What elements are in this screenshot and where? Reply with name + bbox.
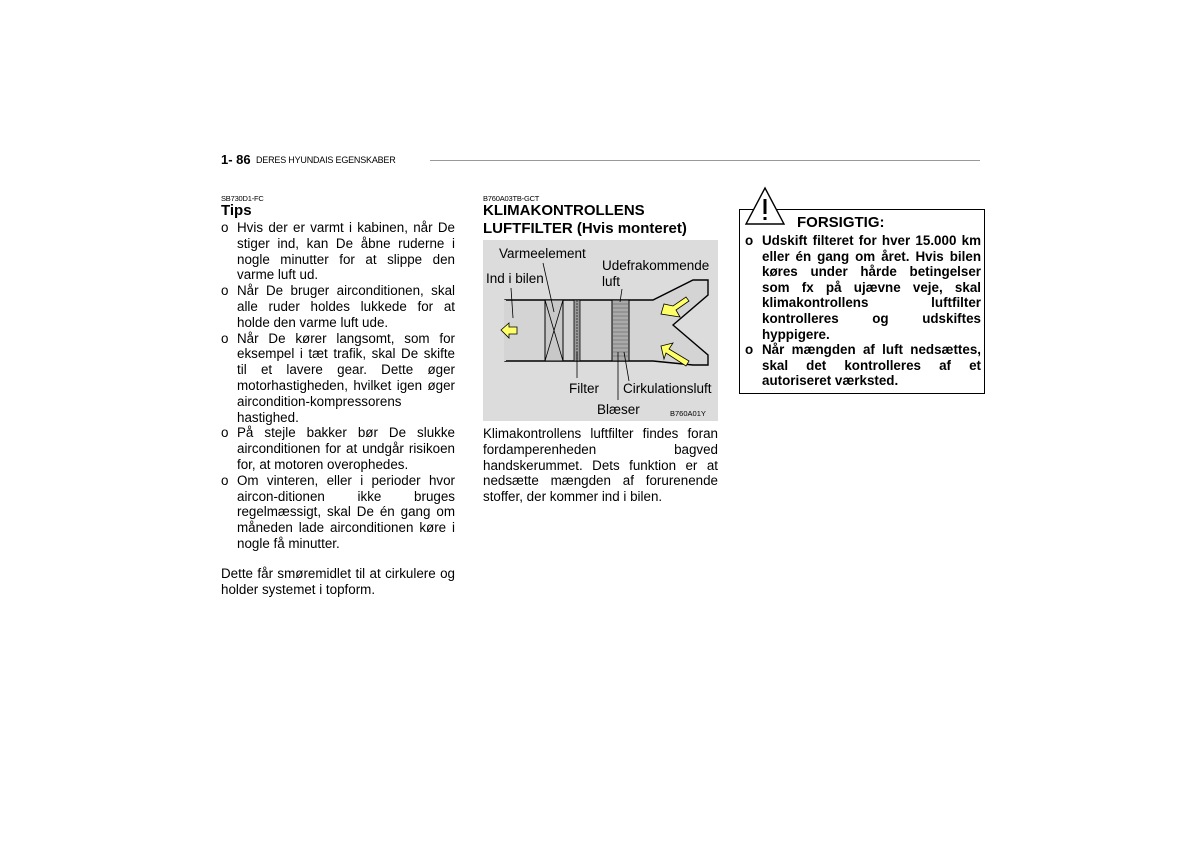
list-item-text: Når De kører langsomt, som for eksempel i tæt trafik, skal De skifte til et lavere gear. Dette øger motorhastigheden, hvilket igen øger aircondition-kompressorens hastighed. — [237, 330, 455, 425]
bullet: o — [221, 330, 229, 346]
label-outside-air-2: luft — [602, 274, 621, 289]
tips-code: SB730D1-FC — [221, 194, 264, 203]
list-item-text: Om vinteren, eller i perioder hvor aircon-ditionen ikke bruges regelmæssigt, skal De én gang om måneden lade airconditionen køre i nogle få minutter. — [237, 472, 455, 551]
section-title: DERES HYUNDAIS EGENSKABER — [256, 155, 396, 165]
list-item-text: Udskift filteret for hver 15.000 km eller én gang om året. Hvis bilen køres under hårde betingelser som fx på ujævne veje, skal klimakontrollens luftfilter kontrolleres og udskiftes hyppigere. — [762, 233, 981, 342]
list-item — [745, 233, 981, 342]
diagram-svg — [483, 240, 718, 421]
tips-heading: Tips — [221, 202, 252, 219]
bullet: o — [221, 220, 229, 235]
list-item-text: Når De bruger airconditionen, skal alle ruder holdes lukkede for at holde den varme luft ude. — [237, 283, 455, 330]
label-filter: Filter — [569, 381, 599, 396]
filter-heading-line1: KLIMAKONTROLLENS — [483, 202, 645, 219]
figure-code: B760A01Y — [670, 409, 706, 418]
bullet: o — [745, 342, 754, 358]
list-item — [221, 331, 455, 426]
label-heater: Varmeelement — [499, 246, 586, 261]
air-filter-diagram — [483, 240, 718, 421]
filter-paragraph: Klimakontrollens luftfilter findes foran fordamperenheden bagved handskerummet. Dets funktion er at nedsætte mængden af forurenende stoffer, der kommer ind i bilen. — [483, 426, 718, 505]
tips-list — [221, 220, 455, 552]
label-outside-air-1: Udefrakommende — [602, 258, 710, 273]
page-number: 1- 86 — [221, 152, 251, 167]
filter-heading-line2: LUFTFILTER (Hvis monteret) — [483, 220, 687, 237]
label-into-car: Ind i bilen — [486, 271, 544, 286]
header-rule — [430, 160, 980, 161]
list-item-text: På stejle bakker bør De slukke airconditionen for at undgår risikoen for, at motoren overophedes. — [237, 425, 455, 472]
caution-list — [745, 233, 981, 389]
list-item — [221, 283, 455, 330]
filter-code: B760A03TB-GCT — [483, 194, 540, 203]
warning-triangle-icon — [744, 186, 786, 231]
list-item-text: Hvis der er varmt i kabinen, når De stiger ind, kan De åbne ruderne i nogle minutter for at slippe den varme luft ud. — [237, 220, 455, 283]
list-item — [745, 342, 981, 389]
label-recirc: Cirkulationsluft — [623, 381, 712, 396]
duct-body — [505, 280, 708, 365]
caution-title: FORSIGTIG: — [797, 214, 885, 231]
bullet: o — [745, 233, 754, 248]
bullet: o — [221, 425, 229, 441]
bullet: o — [221, 472, 229, 488]
list-item-text: Når mængden af luft nedsættes, skal det kontrolleres af et autoriseret værksted. — [762, 342, 981, 389]
label-blower: Blæser — [597, 402, 640, 417]
filter-heading — [483, 202, 723, 238]
list-item — [221, 473, 455, 552]
bullet: o — [221, 283, 229, 299]
list-item — [221, 220, 455, 283]
tips-footer: Dette får smøremidlet til at cirkulere og holder systemet i topform. — [221, 566, 455, 597]
list-item — [221, 425, 455, 472]
